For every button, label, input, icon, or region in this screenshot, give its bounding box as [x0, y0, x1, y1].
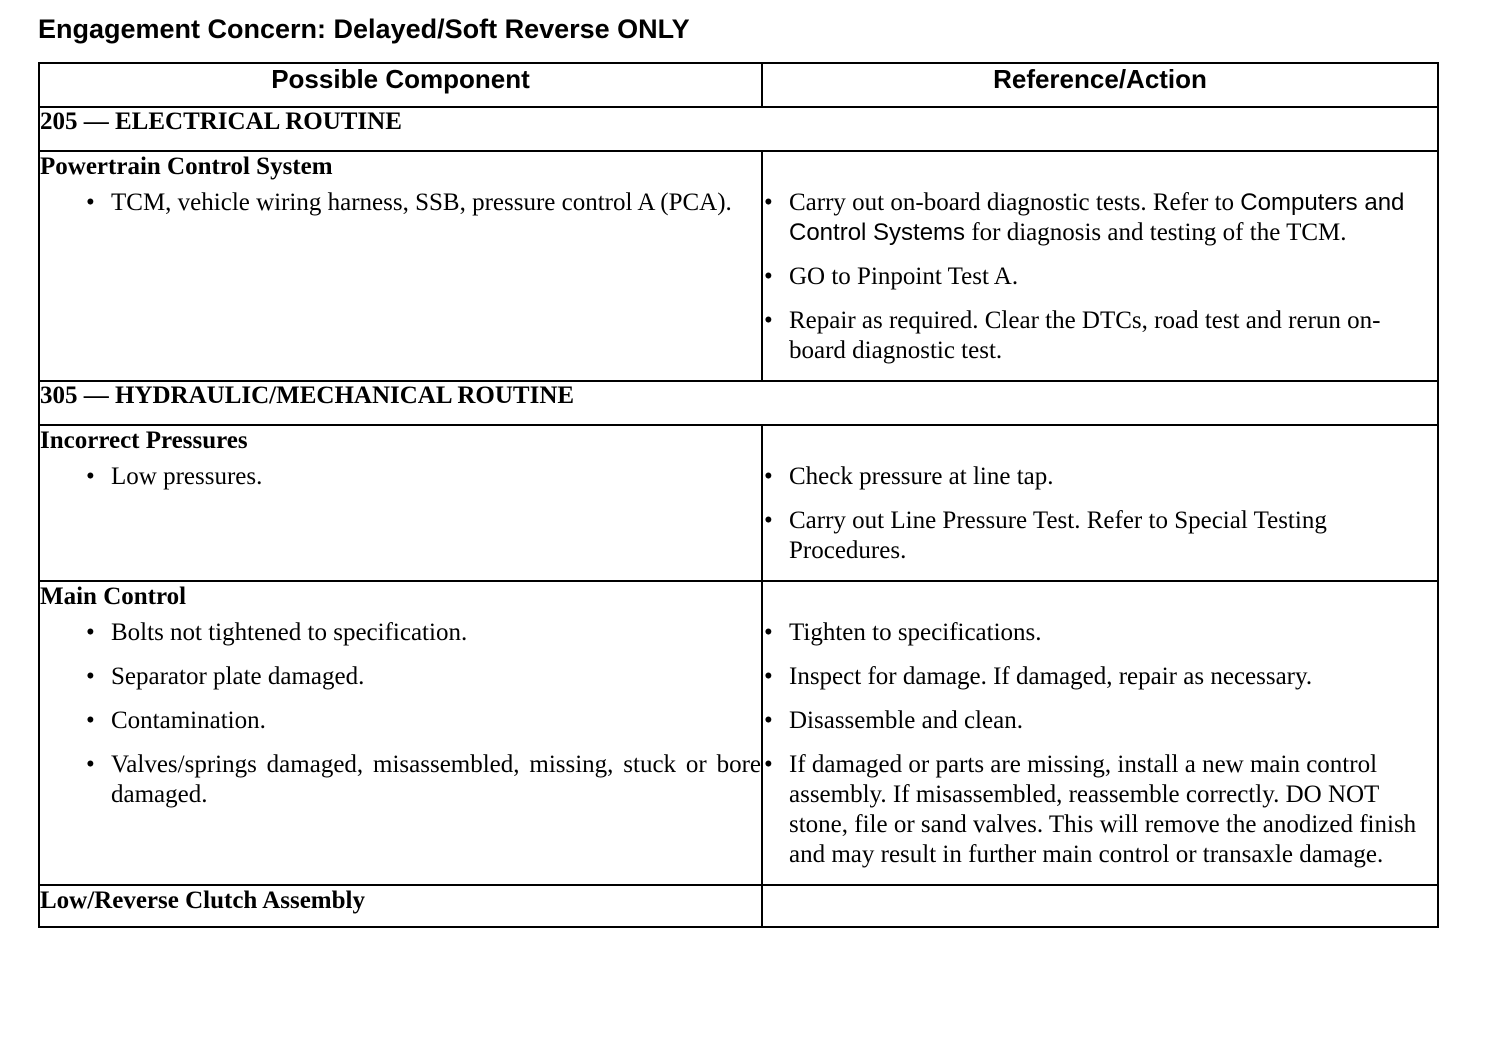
- section-row: [39, 381, 1438, 425]
- action-bullet: [763, 706, 1437, 736]
- section-row: [39, 107, 1438, 151]
- action-bullet: [763, 306, 1437, 366]
- action-cell: [762, 151, 1438, 381]
- bullet-icon: •: [764, 189, 773, 216]
- component-text: Separator plate damaged.: [111, 663, 365, 690]
- page-title: Engagement Concern: Delayed/Soft Reverse ONLY: [38, 14, 690, 44]
- action-spacer: [763, 426, 1437, 462]
- component-cell: [39, 425, 762, 581]
- action-bullet: [763, 462, 1437, 492]
- action-cell: [762, 885, 1438, 927]
- table-body: [39, 107, 1438, 927]
- action-text-after: for diagnosis and testing of the TCM.: [965, 219, 1347, 246]
- component-text: Contamination.: [111, 707, 266, 734]
- component-bullet: [40, 188, 761, 218]
- component-cell: [39, 151, 762, 381]
- action-bullet: [763, 618, 1437, 648]
- action-cell: [762, 581, 1438, 885]
- action-text: [789, 189, 1404, 246]
- action-text: Tighten to specifications.: [789, 619, 1042, 646]
- reference-link-text: Computers and Control Systems: [789, 189, 1405, 246]
- component-row: [39, 581, 1438, 885]
- bullet-icon: •: [86, 663, 95, 690]
- action-spacer: [763, 152, 1437, 188]
- action-bullet: [763, 262, 1437, 292]
- component-row: [39, 425, 1438, 581]
- action-text: Disassemble and clean.: [789, 707, 1023, 734]
- bullet-icon: •: [764, 707, 773, 734]
- component-text: Low pressures.: [111, 463, 263, 490]
- component-cell: [39, 581, 762, 885]
- action-cell: [762, 425, 1438, 581]
- action-text: Carry out Line Pressure Test. Refer to Special Testing Procedures.: [789, 507, 1327, 564]
- bullet-icon: •: [86, 707, 95, 734]
- component-title: Low/Reverse Clutch Assembly: [40, 887, 365, 914]
- section-heading: 205 — ELECTRICAL ROUTINE: [39, 107, 1438, 151]
- component-text: Bolts not tightened to specification.: [111, 619, 468, 646]
- header-row: [39, 63, 1438, 107]
- action-spacer: [763, 582, 1437, 618]
- diagnosis-table: [38, 62, 1439, 928]
- action-spacer: [763, 886, 1437, 922]
- bullet-icon: •: [764, 463, 773, 490]
- component-row: [39, 151, 1438, 381]
- component-text: Valves/springs damaged, misassembled, missing, stuck or bore damaged.: [111, 751, 761, 808]
- action-bullet: [763, 188, 1437, 248]
- action-text-before: Carry out on-board diagnostic tests. Refer to: [789, 189, 1241, 216]
- bullet-icon: •: [764, 663, 773, 690]
- component-bullet: [40, 706, 761, 736]
- bullet-icon: •: [86, 751, 95, 778]
- component-title: Main Control: [40, 583, 187, 610]
- action-text: Inspect for damage. If damaged, repair as necessary.: [789, 663, 1313, 690]
- bullet-icon: •: [764, 751, 773, 778]
- action-text: Repair as required. Clear the DTCs, road test and rerun on-board diagnostic test.: [789, 307, 1381, 364]
- component-bullet: [40, 462, 761, 492]
- component-cell: [39, 885, 762, 927]
- bullet-icon: •: [764, 619, 773, 646]
- bullet-icon: •: [764, 507, 773, 534]
- header-reference-action: Reference/Action: [762, 63, 1438, 107]
- component-title: Powertrain Control System: [40, 153, 333, 180]
- bullet-icon: •: [86, 189, 95, 216]
- action-bullet: [763, 662, 1437, 692]
- action-text: GO to Pinpoint Test A.: [789, 263, 1019, 290]
- component-row: [39, 885, 1438, 927]
- bullet-icon: •: [86, 619, 95, 646]
- action-text: Check pressure at line tap.: [789, 463, 1054, 490]
- component-text: TCM, vehicle wiring harness, SSB, pressure control A (PCA).: [111, 189, 732, 216]
- component-title: Incorrect Pressures: [40, 427, 248, 454]
- section-heading: 305 — HYDRAULIC/MECHANICAL ROUTINE: [39, 381, 1438, 425]
- bullet-icon: •: [764, 263, 773, 290]
- component-bullet: [40, 750, 761, 810]
- action-text: If damaged or parts are missing, install a new main control assembly. If misassembled, reassemble correctly. DO NOT stone, file or sand valves. This will remove the anodized finish and may result in further main control or transaxle damage.: [789, 751, 1417, 868]
- component-bullet: [40, 662, 761, 692]
- action-bullet: [763, 750, 1437, 870]
- header-possible-component: Possible Component: [39, 63, 762, 107]
- component-bullet: [40, 618, 761, 648]
- bullet-icon: •: [86, 463, 95, 490]
- bullet-icon: •: [764, 307, 773, 334]
- action-bullet: [763, 506, 1437, 566]
